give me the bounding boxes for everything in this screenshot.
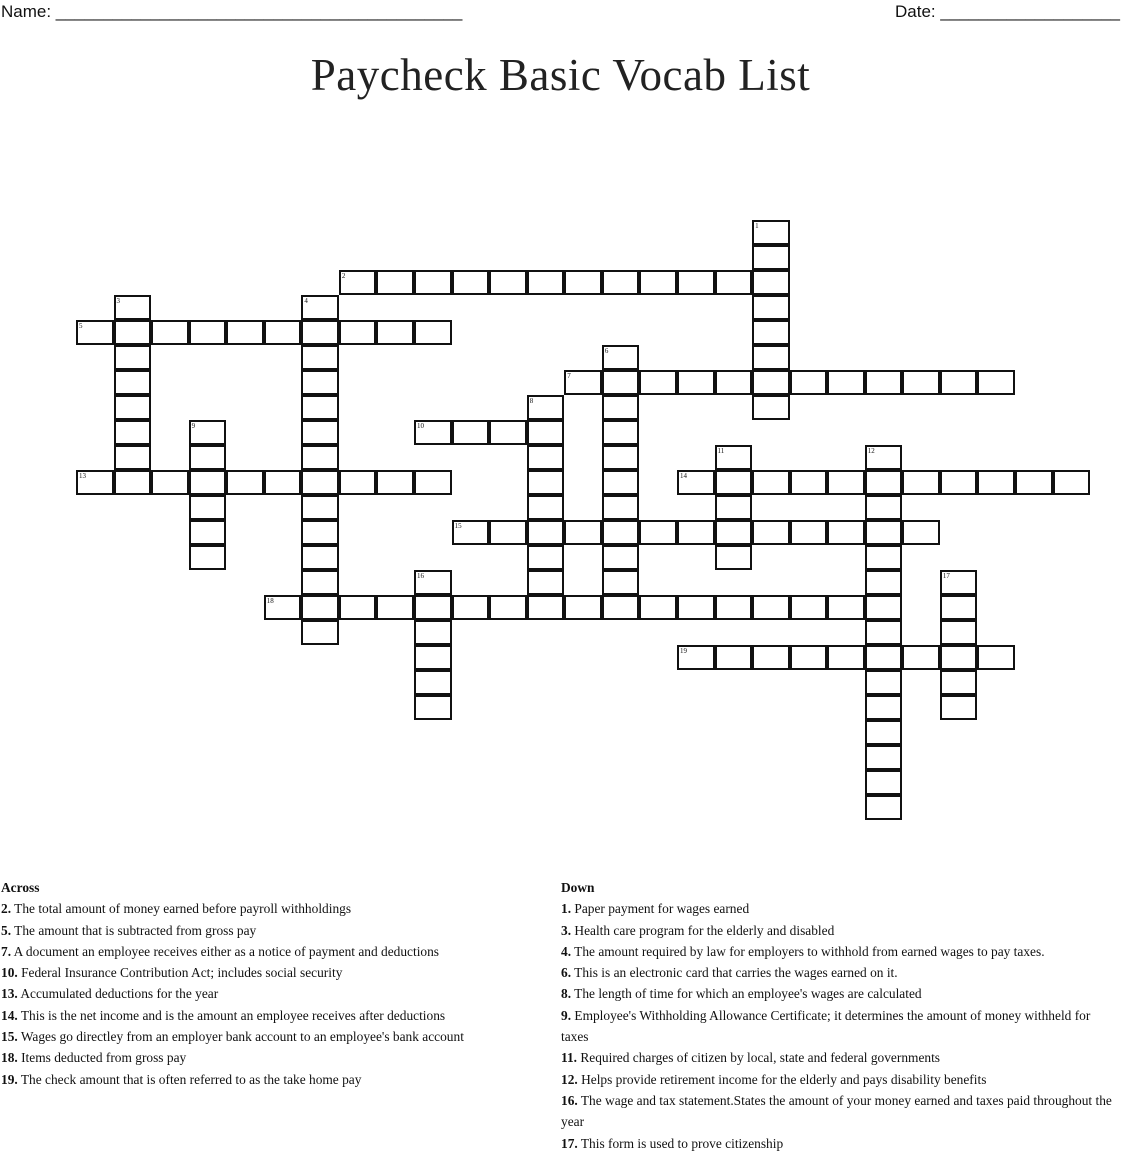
clue-text: Helps provide retirement income for the elderly and pays disability benefits [577, 1071, 987, 1087]
clue-text: Employee's Withholding Allowance Certificate; it determines the amount of money withheld for taxes [561, 1007, 1091, 1045]
clue-number-label: 12 [867, 447, 875, 455]
crossword-cell[interactable] [339, 320, 377, 345]
crossword-cell[interactable] [865, 570, 903, 595]
crossword-cell[interactable] [715, 270, 753, 295]
crossword-cell[interactable] [602, 495, 640, 520]
clue-text: This is the net income and is the amount an employee receives after deductions [17, 1007, 446, 1023]
crossword-cell[interactable] [301, 345, 339, 370]
crossword-cell[interactable] [301, 370, 339, 395]
clue-number-label: 4 [304, 297, 308, 305]
crossword-cell[interactable] [827, 595, 865, 620]
clue-text: The amount required by law for employers to withhold from earned wages to pay taxes. [571, 943, 1045, 959]
crossword-cell[interactable] [715, 470, 753, 495]
crossword-cell[interactable] [452, 270, 490, 295]
crossword-cell[interactable] [902, 370, 940, 395]
crossword-cell[interactable] [752, 245, 790, 270]
clue-item [1, 920, 546, 941]
clue-text: Required charges of citizen by local, state and federal governments [577, 1050, 941, 1066]
name-field[interactable]: Name: ___________________________________________ [1, 2, 463, 21]
clue-number: 3. [561, 922, 572, 938]
clue-item [561, 1047, 1116, 1068]
crossword-cell[interactable] [1053, 470, 1091, 495]
clue-text: The length of time for which an employee's wages are calculated [571, 986, 922, 1002]
crossword-cell[interactable] [865, 645, 903, 670]
crossword-cell[interactable] [414, 695, 452, 720]
crossword-cell[interactable] [752, 520, 790, 545]
crossword-cell[interactable] [226, 320, 264, 345]
clue-item [1, 1005, 546, 1026]
clue-item [1, 962, 546, 983]
clue-text: This is an electronic card that carries the wages earned on it. [571, 965, 898, 981]
clue-number: 19. [1, 1071, 18, 1087]
crossword-cell[interactable] [639, 270, 677, 295]
clue-text: Federal Insurance Contribution Act; includes social security [17, 965, 343, 981]
crossword-cell[interactable] [639, 595, 677, 620]
crossword-cell[interactable] [790, 370, 828, 395]
crossword-cell[interactable] [114, 420, 152, 445]
crossword-cell[interactable] [151, 320, 189, 345]
clue-number-label: 14 [679, 472, 687, 480]
crossword-cell[interactable] [639, 520, 677, 545]
crossword-cell[interactable] [715, 545, 753, 570]
clue-number-label: 13 [79, 472, 86, 480]
crossword-cell[interactable] [865, 470, 903, 495]
clue-text: Paper payment for wages earned [571, 901, 750, 917]
crossword-cell[interactable] [940, 695, 978, 720]
clue-number-label: 15 [454, 522, 462, 530]
down-clue-list [561, 898, 1116, 1154]
clue-text: This form is used to prove citizenship [577, 1135, 784, 1151]
crossword-cell[interactable] [564, 370, 602, 395]
crossword-cell[interactable] [865, 795, 903, 820]
crossword-cell[interactable] [114, 445, 152, 470]
clue-number: 13. [1, 986, 18, 1002]
clue-number-label: 5 [79, 322, 83, 330]
crossword-cell[interactable] [602, 445, 640, 470]
clue-number-label: 6 [604, 347, 609, 355]
clue-number-label: 11 [717, 447, 725, 455]
crossword-cell[interactable] [489, 420, 527, 445]
clue-text: Wages go directley from an employer bank account to an employee's bank account [17, 1029, 464, 1045]
crossword-cell[interactable] [602, 545, 640, 570]
clue-number: 9. [561, 1007, 572, 1023]
crossword-cell[interactable] [677, 470, 715, 495]
crossword-cell[interactable] [865, 445, 903, 470]
crossword-cell[interactable] [76, 320, 114, 345]
clue-number: 2. [1, 901, 12, 917]
crossword-cell[interactable] [114, 295, 152, 320]
page-title: Paycheck Basic Vocab List [310, 50, 811, 100]
clue-item [561, 983, 1116, 1004]
crossword-cell[interactable] [865, 520, 903, 545]
crossword-cell[interactable] [940, 470, 978, 495]
clue-text: A document an employee receives either as a notice of payment and deductions [11, 943, 440, 959]
clue-item [561, 1069, 1116, 1090]
crossword-cell[interactable] [414, 420, 452, 445]
crossword-cell[interactable] [189, 520, 227, 545]
clue-text: The amount that is subtracted from gross pay [11, 922, 257, 938]
across-clue-list [1, 898, 546, 1090]
crossword-cell[interactable] [339, 595, 377, 620]
clue-number-label: 17 [942, 572, 950, 580]
crossword-cell[interactable] [414, 670, 452, 695]
clue-item [561, 1005, 1116, 1048]
clue-number: 5. [1, 922, 12, 938]
crossword-cell[interactable] [940, 595, 978, 620]
crossword-cell[interactable] [489, 270, 527, 295]
crossword-cell[interactable] [865, 620, 903, 645]
crossword-cell[interactable] [865, 745, 903, 770]
crossword-cell[interactable] [790, 470, 828, 495]
crossword-cell[interactable] [715, 645, 753, 670]
clue-number-label: 19 [679, 647, 687, 655]
clue-number-label: 16 [417, 572, 425, 580]
crossword-cell[interactable] [715, 495, 753, 520]
crossword-cell[interactable] [301, 445, 339, 470]
clue-number: 15. [1, 1029, 18, 1045]
crossword-cell[interactable] [940, 570, 978, 595]
crossword-cell[interactable] [564, 520, 602, 545]
crossword-cell[interactable] [752, 295, 790, 320]
crossword-cell[interactable] [827, 470, 865, 495]
crossword-cell[interactable] [715, 520, 753, 545]
crossword-cell[interactable] [414, 570, 452, 595]
crossword-cell[interactable] [902, 470, 940, 495]
crossword-cell[interactable] [189, 545, 227, 570]
crossword-cell[interactable] [940, 645, 978, 670]
crossword-cell[interactable] [790, 645, 828, 670]
crossword-cell[interactable] [902, 520, 940, 545]
clue-number-label: 10 [417, 422, 425, 430]
crossword-cell[interactable] [752, 370, 790, 395]
crossword-cell[interactable] [114, 320, 152, 345]
clue-item [1, 1026, 546, 1047]
crossword-cell[interactable] [376, 270, 414, 295]
crossword-cell[interactable] [414, 470, 452, 495]
crossword-cell[interactable] [677, 370, 715, 395]
clue-text: Health care program for the elderly and disabled [571, 922, 835, 938]
clue-item [1, 1069, 546, 1090]
clue-number-label: 8 [529, 397, 534, 405]
crossword-cell[interactable] [527, 595, 565, 620]
clue-number-label: 18 [266, 597, 274, 605]
clue-item [561, 962, 1116, 983]
clue-number-label: 7 [567, 372, 571, 380]
crossword-cell[interactable] [301, 295, 339, 320]
crossword-cell[interactable] [602, 420, 640, 445]
crossword-cell[interactable] [602, 395, 640, 420]
crossword-cell[interactable] [752, 395, 790, 420]
crossword-cell[interactable] [489, 595, 527, 620]
clue-item [561, 941, 1116, 962]
crossword-cell[interactable] [752, 645, 790, 670]
crossword-cell[interactable] [827, 370, 865, 395]
crossword-cell[interactable] [602, 470, 640, 495]
crossword-cell[interactable] [865, 770, 903, 795]
clue-number: 1. [561, 901, 572, 917]
crossword-cell[interactable] [752, 345, 790, 370]
crossword-cell[interactable] [1015, 470, 1053, 495]
crossword-cell[interactable] [715, 445, 753, 470]
across-heading: Across [1, 880, 40, 895]
crossword-cell[interactable] [940, 370, 978, 395]
clue-text: The total amount of money earned before payroll withholdings [11, 901, 352, 917]
clue-text: The check amount that is often referred to as the take home pay [17, 1071, 362, 1087]
clue-item [561, 898, 1116, 919]
crossword-cell[interactable] [189, 470, 227, 495]
crossword-cell[interactable] [301, 570, 339, 595]
clue-item [1, 1047, 546, 1068]
crossword-cell[interactable] [189, 495, 227, 520]
clue-item [1, 983, 546, 1004]
across-clues [1, 877, 546, 1090]
clue-number-label: 3 [116, 297, 121, 305]
crossword-cell[interactable] [264, 595, 302, 620]
clue-number: 14. [1, 1007, 18, 1023]
clue-item [561, 1133, 1116, 1154]
clue-number: 6. [561, 965, 572, 981]
clue-number-label: 9 [191, 422, 196, 430]
crossword-cell[interactable] [527, 495, 565, 520]
crossword-cell[interactable] [114, 395, 152, 420]
crossword-cell[interactable] [527, 445, 565, 470]
crossword-cell[interactable] [376, 320, 414, 345]
crossword-cell[interactable] [301, 420, 339, 445]
crossword-cell[interactable] [602, 595, 640, 620]
crossword-cell[interactable] [902, 645, 940, 670]
crossword-cell[interactable] [752, 220, 790, 245]
crossword-cell[interactable] [301, 495, 339, 520]
crossword-cell[interactable] [376, 470, 414, 495]
crossword-cell[interactable] [602, 570, 640, 595]
crossword-cell[interactable] [527, 420, 565, 445]
crossword-cell[interactable] [189, 320, 227, 345]
crossword-cell[interactable] [339, 470, 377, 495]
crossword-cell[interactable] [564, 270, 602, 295]
crossword-cell[interactable] [301, 470, 339, 495]
down-heading: Down [561, 880, 595, 895]
crossword-cell[interactable] [264, 320, 302, 345]
crossword-cell[interactable] [715, 595, 753, 620]
clue-number: 17. [561, 1135, 578, 1151]
crossword-cell[interactable] [339, 270, 377, 295]
crossword-cell[interactable] [827, 520, 865, 545]
crossword-cell[interactable] [301, 545, 339, 570]
crossword-cell[interactable] [452, 420, 490, 445]
crossword-cell[interactable] [414, 620, 452, 645]
crossword-cell[interactable] [677, 520, 715, 545]
crossword-cell[interactable] [865, 670, 903, 695]
crossword-cell[interactable] [76, 470, 114, 495]
crossword-cell[interactable] [452, 520, 490, 545]
crossword-cell[interactable] [414, 645, 452, 670]
crossword-cell[interactable] [452, 595, 490, 620]
crossword-cell[interactable] [602, 270, 640, 295]
crossword-cell[interactable] [527, 545, 565, 570]
clue-number: 12. [561, 1071, 578, 1087]
crossword-cell[interactable] [752, 270, 790, 295]
crossword-cell[interactable] [114, 370, 152, 395]
crossword-cell[interactable] [977, 470, 1015, 495]
crossword-cell[interactable] [715, 370, 753, 395]
clue-item [561, 920, 1116, 941]
clue-number: 8. [561, 986, 572, 1002]
date-field[interactable]: Date: ___________________ [895, 2, 1120, 21]
crossword-cell[interactable] [940, 670, 978, 695]
crossword-cell[interactable] [865, 370, 903, 395]
crossword-cell[interactable] [752, 470, 790, 495]
crossword-cell[interactable] [602, 520, 640, 545]
crossword-cell[interactable] [189, 420, 227, 445]
crossword-cell[interactable] [376, 595, 414, 620]
crossword-cell[interactable] [790, 595, 828, 620]
crossword-cell[interactable] [977, 370, 1015, 395]
crossword-cell[interactable] [301, 395, 339, 420]
clue-item [1, 941, 546, 962]
crossword-cell[interactable] [602, 370, 640, 395]
clue-number: 4. [561, 943, 572, 959]
clue-number: 18. [1, 1050, 18, 1066]
crossword-cell[interactable] [827, 645, 865, 670]
crossword-cell[interactable] [301, 520, 339, 545]
crossword-cell[interactable] [414, 320, 452, 345]
crossword-cell[interactable] [677, 270, 715, 295]
crossword-cell[interactable] [527, 470, 565, 495]
crossword-cell[interactable] [527, 395, 565, 420]
crossword-cell[interactable] [940, 620, 978, 645]
crossword-cell[interactable] [151, 470, 189, 495]
crossword-cell[interactable] [527, 520, 565, 545]
crossword-cell[interactable] [865, 545, 903, 570]
crossword-cell[interactable] [865, 495, 903, 520]
crossword-cell[interactable] [790, 520, 828, 545]
clue-number: 10. [1, 965, 18, 981]
crossword-cell[interactable] [865, 695, 903, 720]
clue-number: 11. [561, 1050, 577, 1066]
crossword-cell[interactable] [226, 470, 264, 495]
crossword-cell[interactable] [752, 320, 790, 345]
clue-text: Accumulated deductions for the year [17, 986, 219, 1002]
clue-item [561, 1090, 1116, 1133]
crossword-cell[interactable] [114, 470, 152, 495]
crossword-cell[interactable] [865, 595, 903, 620]
crossword-cell[interactable] [264, 470, 302, 495]
crossword-cell[interactable] [564, 595, 602, 620]
crossword-cell[interactable] [527, 270, 565, 295]
clue-number: 16. [561, 1092, 578, 1108]
crossword-cell[interactable] [977, 645, 1015, 670]
crossword-cell[interactable] [865, 720, 903, 745]
crossword-cell[interactable] [414, 270, 452, 295]
clue-text: Items deducted from gross pay [17, 1050, 187, 1066]
crossword-cell[interactable] [639, 370, 677, 395]
crossword-cell[interactable] [602, 345, 640, 370]
crossword-cell[interactable] [414, 595, 452, 620]
crossword-cell[interactable] [752, 595, 790, 620]
crossword-cell[interactable] [677, 645, 715, 670]
clue-number: 7. [1, 943, 12, 959]
crossword-cell[interactable] [301, 320, 339, 345]
clue-item [1, 898, 546, 919]
crossword-cell[interactable] [677, 595, 715, 620]
clue-number-label: 2 [341, 272, 346, 280]
down-clues [561, 877, 1116, 1154]
crossword-cell[interactable] [114, 345, 152, 370]
crossword-cell[interactable] [189, 445, 227, 470]
crossword-cell[interactable] [301, 595, 339, 620]
crossword-cell[interactable] [489, 520, 527, 545]
crossword-cell[interactable] [301, 620, 339, 645]
clue-text: The wage and tax statement.States the amount of your money earned and taxes paid throughout the year [561, 1092, 1112, 1130]
clue-number-label: 1 [755, 222, 759, 230]
crossword-cell[interactable] [527, 570, 565, 595]
